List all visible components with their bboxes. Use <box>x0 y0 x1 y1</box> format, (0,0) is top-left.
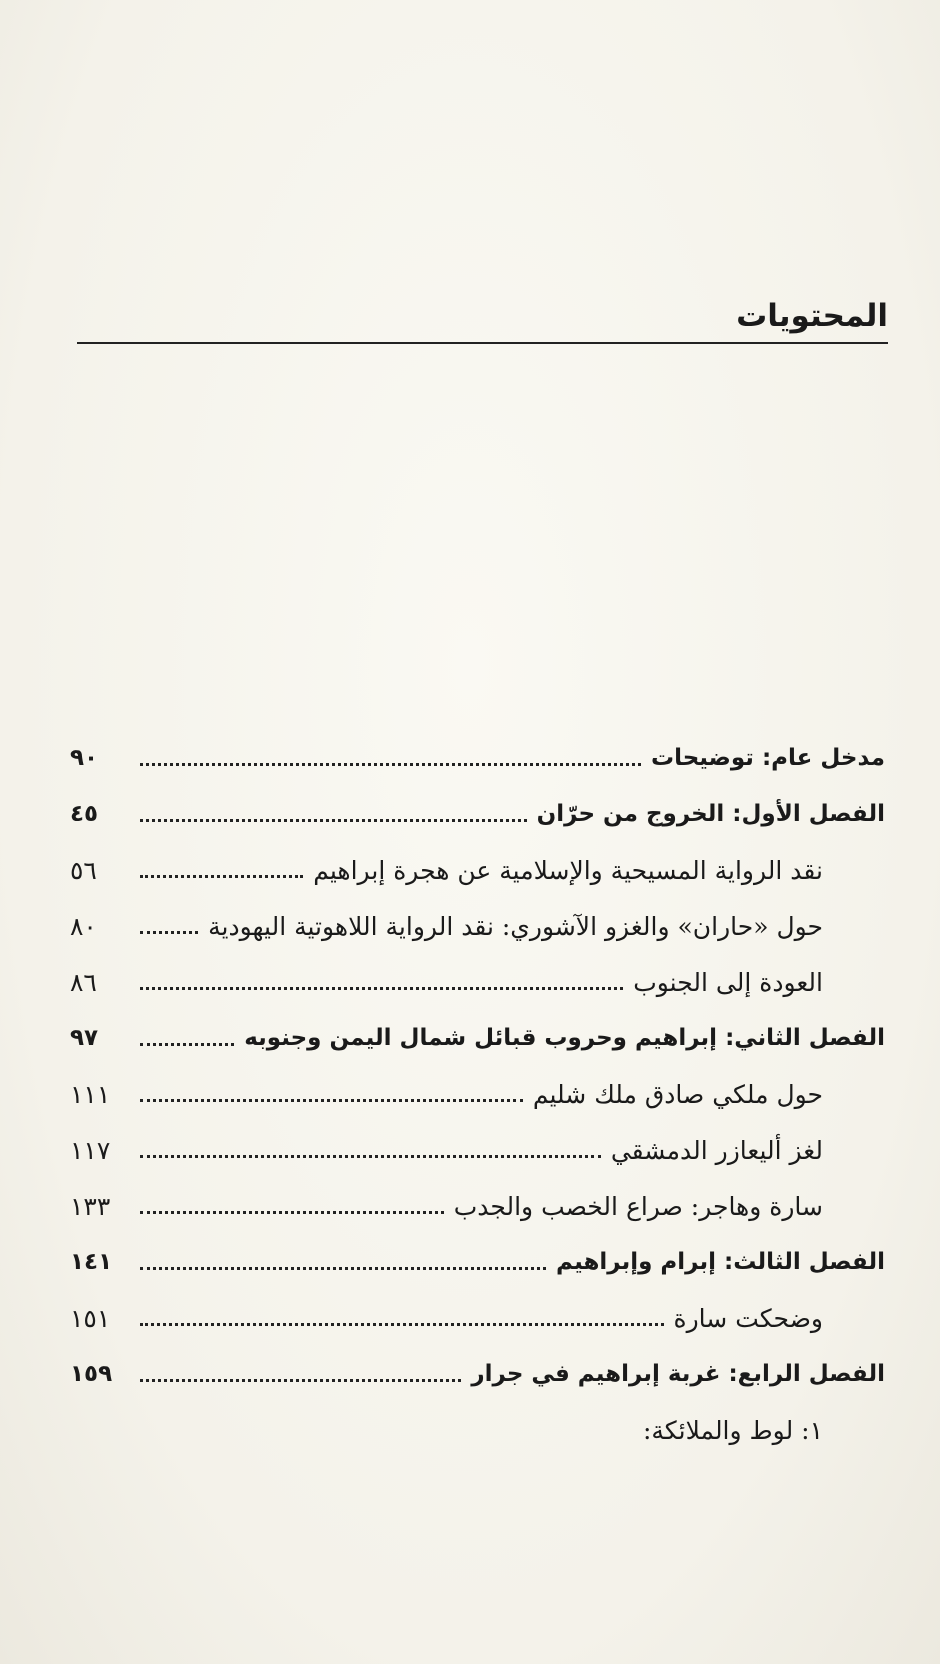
toc-section-title: ١: لوط والملائكة: <box>642 1415 823 1445</box>
toc-entry <box>70 1346 885 1402</box>
dot-leader <box>140 1043 234 1046</box>
toc-entry <box>70 842 885 898</box>
title-underline <box>77 342 888 344</box>
table-of-contents <box>70 730 885 1458</box>
toc-page-number: ١٤١ <box>70 1249 113 1275</box>
toc-page-number: ٩٧ <box>70 1025 99 1051</box>
toc-section-title: وضحكت سارة <box>673 1303 823 1333</box>
toc-entry <box>70 1010 885 1066</box>
toc-page-number: ٨٦ <box>70 967 97 997</box>
toc-chapter-title: مدخل عام: توضيحات <box>650 745 885 771</box>
toc-entry <box>70 954 885 1010</box>
toc-entry <box>70 1066 885 1122</box>
toc-page-number: ٩٠ <box>70 745 99 771</box>
dot-leader <box>140 819 527 822</box>
toc-entry <box>70 786 885 842</box>
toc-page-number: ٤٥ <box>70 801 99 827</box>
toc-page-number: ١٥٩ <box>70 1361 113 1387</box>
toc-section-title: حول ملكي صادق ملك شليم <box>532 1079 823 1109</box>
toc-page-number: ١٥١ <box>70 1303 111 1333</box>
dot-leader <box>140 1267 546 1270</box>
toc-chapter-title: الفصل الأول: الخروج من حرّان <box>536 801 885 827</box>
toc-entry <box>70 1402 885 1458</box>
toc-section-title: العودة إلى الجنوب <box>633 967 823 997</box>
dot-leader <box>140 1379 461 1382</box>
dot-leader <box>140 1099 523 1102</box>
toc-page-number: ١١٧ <box>70 1135 111 1165</box>
toc-entry <box>70 730 885 786</box>
toc-entry <box>70 1234 885 1290</box>
toc-page-number: ١٣٣ <box>70 1191 111 1221</box>
dot-leader <box>140 1155 601 1158</box>
toc-page-number: ٥٦ <box>70 855 97 885</box>
dot-leader <box>140 1323 664 1326</box>
dot-leader <box>140 931 198 934</box>
contents-title: المحتويات <box>736 298 888 334</box>
toc-chapter-title: الفصل الثالث: إبرام وإبراهيم <box>556 1249 885 1275</box>
toc-entry <box>70 1178 885 1234</box>
toc-chapter-title: الفصل الثاني: إبراهيم وحروب قبائل شمال اليمن وجنوبه <box>244 1025 885 1051</box>
toc-page-number: ١١١ <box>70 1079 111 1109</box>
dot-leader <box>140 987 623 990</box>
dot-leader <box>140 875 303 878</box>
dot-leader <box>140 1211 444 1214</box>
toc-entry <box>70 1122 885 1178</box>
toc-chapter-title: الفصل الرابع: غربة إبراهيم في جرار <box>471 1361 885 1387</box>
toc-section-title: لغز أليعازر الدمشقي <box>610 1135 823 1165</box>
toc-entry <box>70 898 885 954</box>
toc-section-title: حول «حاران» والغزو الآشوري: نقد الرواية اللاهوتية اليهودية <box>208 911 823 941</box>
toc-section-title: سارة وهاجر: صراع الخصب والجدب <box>453 1191 823 1221</box>
toc-page-number: ٨٠ <box>70 911 97 941</box>
toc-section-title: نقد الرواية المسيحية والإسلامية عن هجرة إبراهيم <box>313 855 823 885</box>
toc-entry <box>70 1290 885 1346</box>
dot-leader <box>140 763 641 766</box>
